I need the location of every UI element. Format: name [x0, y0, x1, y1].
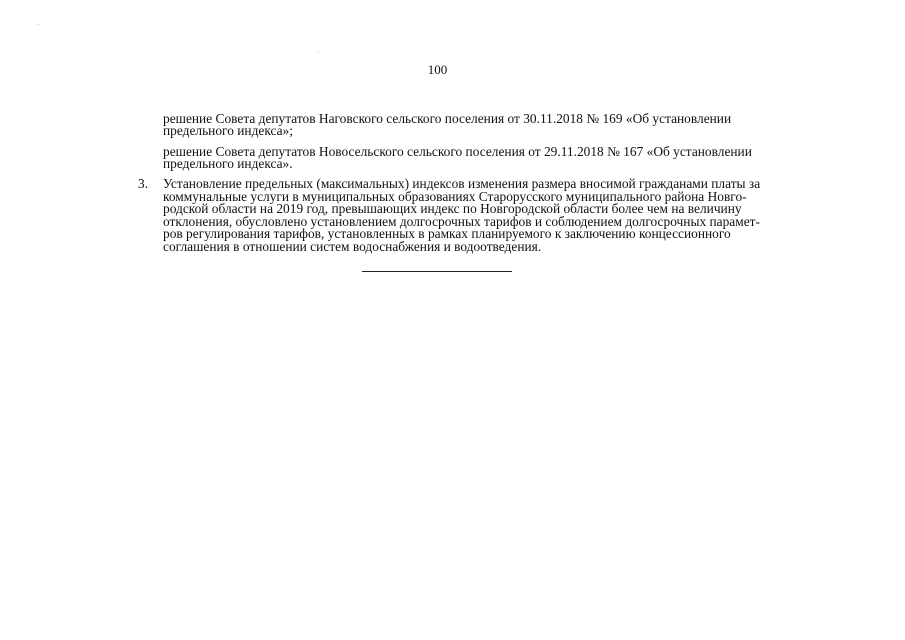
paragraph-line: решение Совета депутатов Наговского сельского поселения от 30.11.2018 № 169 «Об установлении: [163, 111, 732, 126]
paragraph-decision-novoselskoye: [163, 146, 843, 170]
item-number: 3.: [138, 176, 149, 191]
scan-artifact: [38, 24, 39, 25]
item-line: ров регулирования тарифов, установленных в рамках планируемого к заключению концессионного: [163, 226, 731, 242]
item-text: [163, 178, 843, 254]
item-line: родской области на 2019 год, превышающих индекс по Новгородской области более чем на величину: [163, 201, 742, 217]
item-line: Установление предельных (максимальных) индексов изменения размера вносимой гражданами платы за: [163, 176, 761, 191]
scan-artifact: [318, 52, 319, 53]
item-line: коммунальные услуги в муниципальных образованиях Старорусского муниципального района Новго-: [163, 188, 747, 204]
page-number: 100: [427, 62, 448, 77]
section-end-rule: [362, 271, 512, 272]
paragraph-line: предельного индекса»;: [163, 123, 293, 138]
item-line: соглашения в отношении систем водоснабжения и водоотведения.: [163, 238, 542, 254]
paragraph-line: предельного индекса».: [163, 156, 293, 171]
paragraph-decision-nagovskoye: [163, 113, 843, 137]
paragraph-line: решение Совета депутатов Новосельского сельского поселения от 29.11.2018 № 167 «Об установлении: [163, 144, 752, 159]
item-line: отклонения, обусловлено установлением долгосрочных тарифов и соблюдением долгосрочных парамет-: [163, 213, 760, 229]
